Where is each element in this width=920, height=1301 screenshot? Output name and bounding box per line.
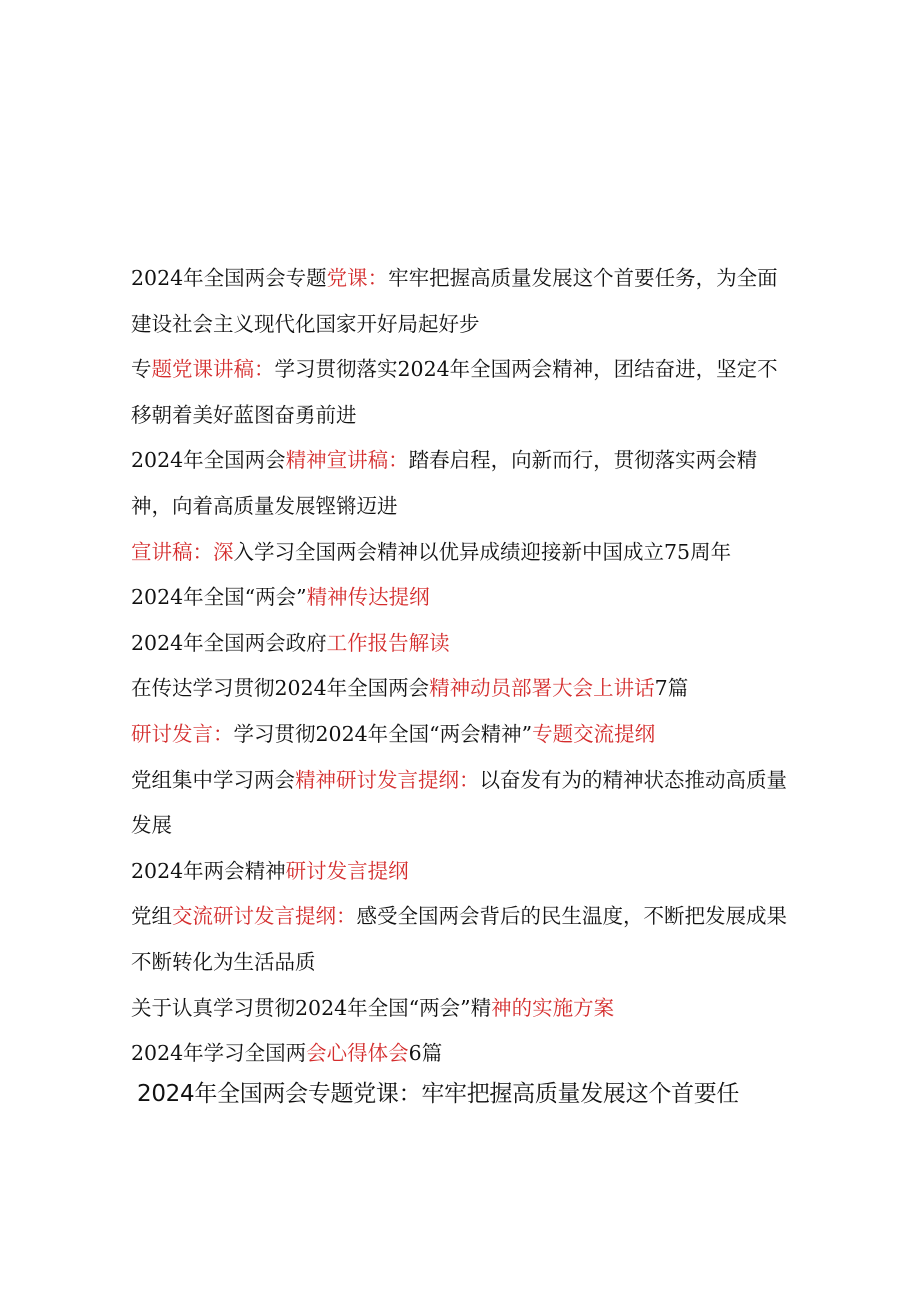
- toc-entry-text: 在传达学习贯彻2024年全国两会: [131, 676, 430, 701]
- toc-entry-text: 2024年学习全国两: [131, 1041, 307, 1066]
- toc-entry-highlight: 精神动员部署大会上讲话: [429, 676, 655, 701]
- toc-entry: [131, 621, 791, 667]
- toc-entry-highlight: 研讨发言提纲: [285, 858, 409, 883]
- toc-entry: [131, 347, 791, 438]
- toc-entry-text: 感受全国两会背后的民生温度，不断把发展成果不断转化为生活品质: [131, 904, 787, 974]
- toc-entry: [131, 256, 791, 347]
- toc-entry-text: 学习贯彻落实2024年全国两会精神，团结奋进，坚定不移朝着美好蓝图奋勇前进: [131, 357, 778, 427]
- toc-entry: [131, 1031, 791, 1077]
- toc-entry-text: 入学习全国两会精神以优异成绩迎接新中国成立75周年: [233, 539, 732, 564]
- toc-entry: [131, 575, 791, 621]
- toc-entry-text: 关于认真学习贯彻2024年全国“两会”精: [131, 995, 492, 1020]
- toc-entry-text: 专: [131, 357, 152, 382]
- toc-entry-highlight: 党课：: [326, 266, 389, 290]
- toc-entry-text: 牢牢把握高质量发展这个首要任务，为全面建设社会主义现代化国家开好局起好步: [131, 266, 778, 336]
- toc-entry: [131, 530, 791, 576]
- toc-entry-highlight: 会心得体会: [306, 1041, 409, 1066]
- toc-entry-text: 党组: [131, 904, 172, 929]
- toc-entry-highlight: 精神宣讲稿：: [285, 448, 409, 473]
- toc-entry-highlight: 精神传达提纲: [306, 585, 430, 610]
- toc-entry: [131, 438, 791, 529]
- table-of-contents: [131, 256, 791, 1077]
- toc-entry-text: 以奋发有为的精神状态推动高质量发展: [131, 767, 787, 838]
- toc-entry-highlight: 工作报告解读: [326, 630, 450, 655]
- toc-entry-highlight: 神的实施方案: [491, 995, 615, 1020]
- toc-entry-highlight: 宣讲稿：深: [131, 539, 234, 564]
- toc-entry-highlight: 精神研讨发言提纲：: [295, 767, 480, 792]
- toc-entry-text: 2024年全国两会专题: [131, 266, 327, 290]
- toc-entry-text: 学习贯彻2024年全国“两会精神”: [233, 721, 533, 746]
- article-title: 2024年全国两会专题党课：牢牢把握高质量发展这个首要任: [137, 1081, 740, 1107]
- toc-entry-text: 党组集中学习两会: [131, 767, 295, 792]
- toc-entry-highlight: 交流研讨发言提纲：: [172, 904, 357, 929]
- toc-entry-text: 2024年全国两会: [131, 448, 286, 473]
- toc-entry-highlight: 专题交流提纲: [532, 721, 656, 746]
- toc-entry: [131, 666, 791, 712]
- toc-entry: [131, 986, 791, 1032]
- toc-entry: [131, 758, 791, 849]
- toc-entry-highlight: 研讨发言：: [131, 721, 234, 746]
- toc-entry-text: 2024年全国两会政府: [131, 630, 327, 655]
- toc-entry-text: 6篇: [408, 1041, 443, 1066]
- toc-entry-text: 2024年全国“两会”: [131, 585, 307, 610]
- toc-entry: [131, 894, 791, 985]
- toc-entry-highlight: 题党课讲稿：: [151, 357, 275, 382]
- toc-entry-text: 7篇: [654, 676, 689, 701]
- toc-entry-text: 踏春启程，向新而行，贯彻落实两会精神，向着高质量发展铿锵迈进: [131, 448, 758, 518]
- toc-entry-text: 2024年两会精神: [131, 858, 286, 883]
- toc-entry: [131, 712, 791, 758]
- toc-entry: [131, 849, 791, 895]
